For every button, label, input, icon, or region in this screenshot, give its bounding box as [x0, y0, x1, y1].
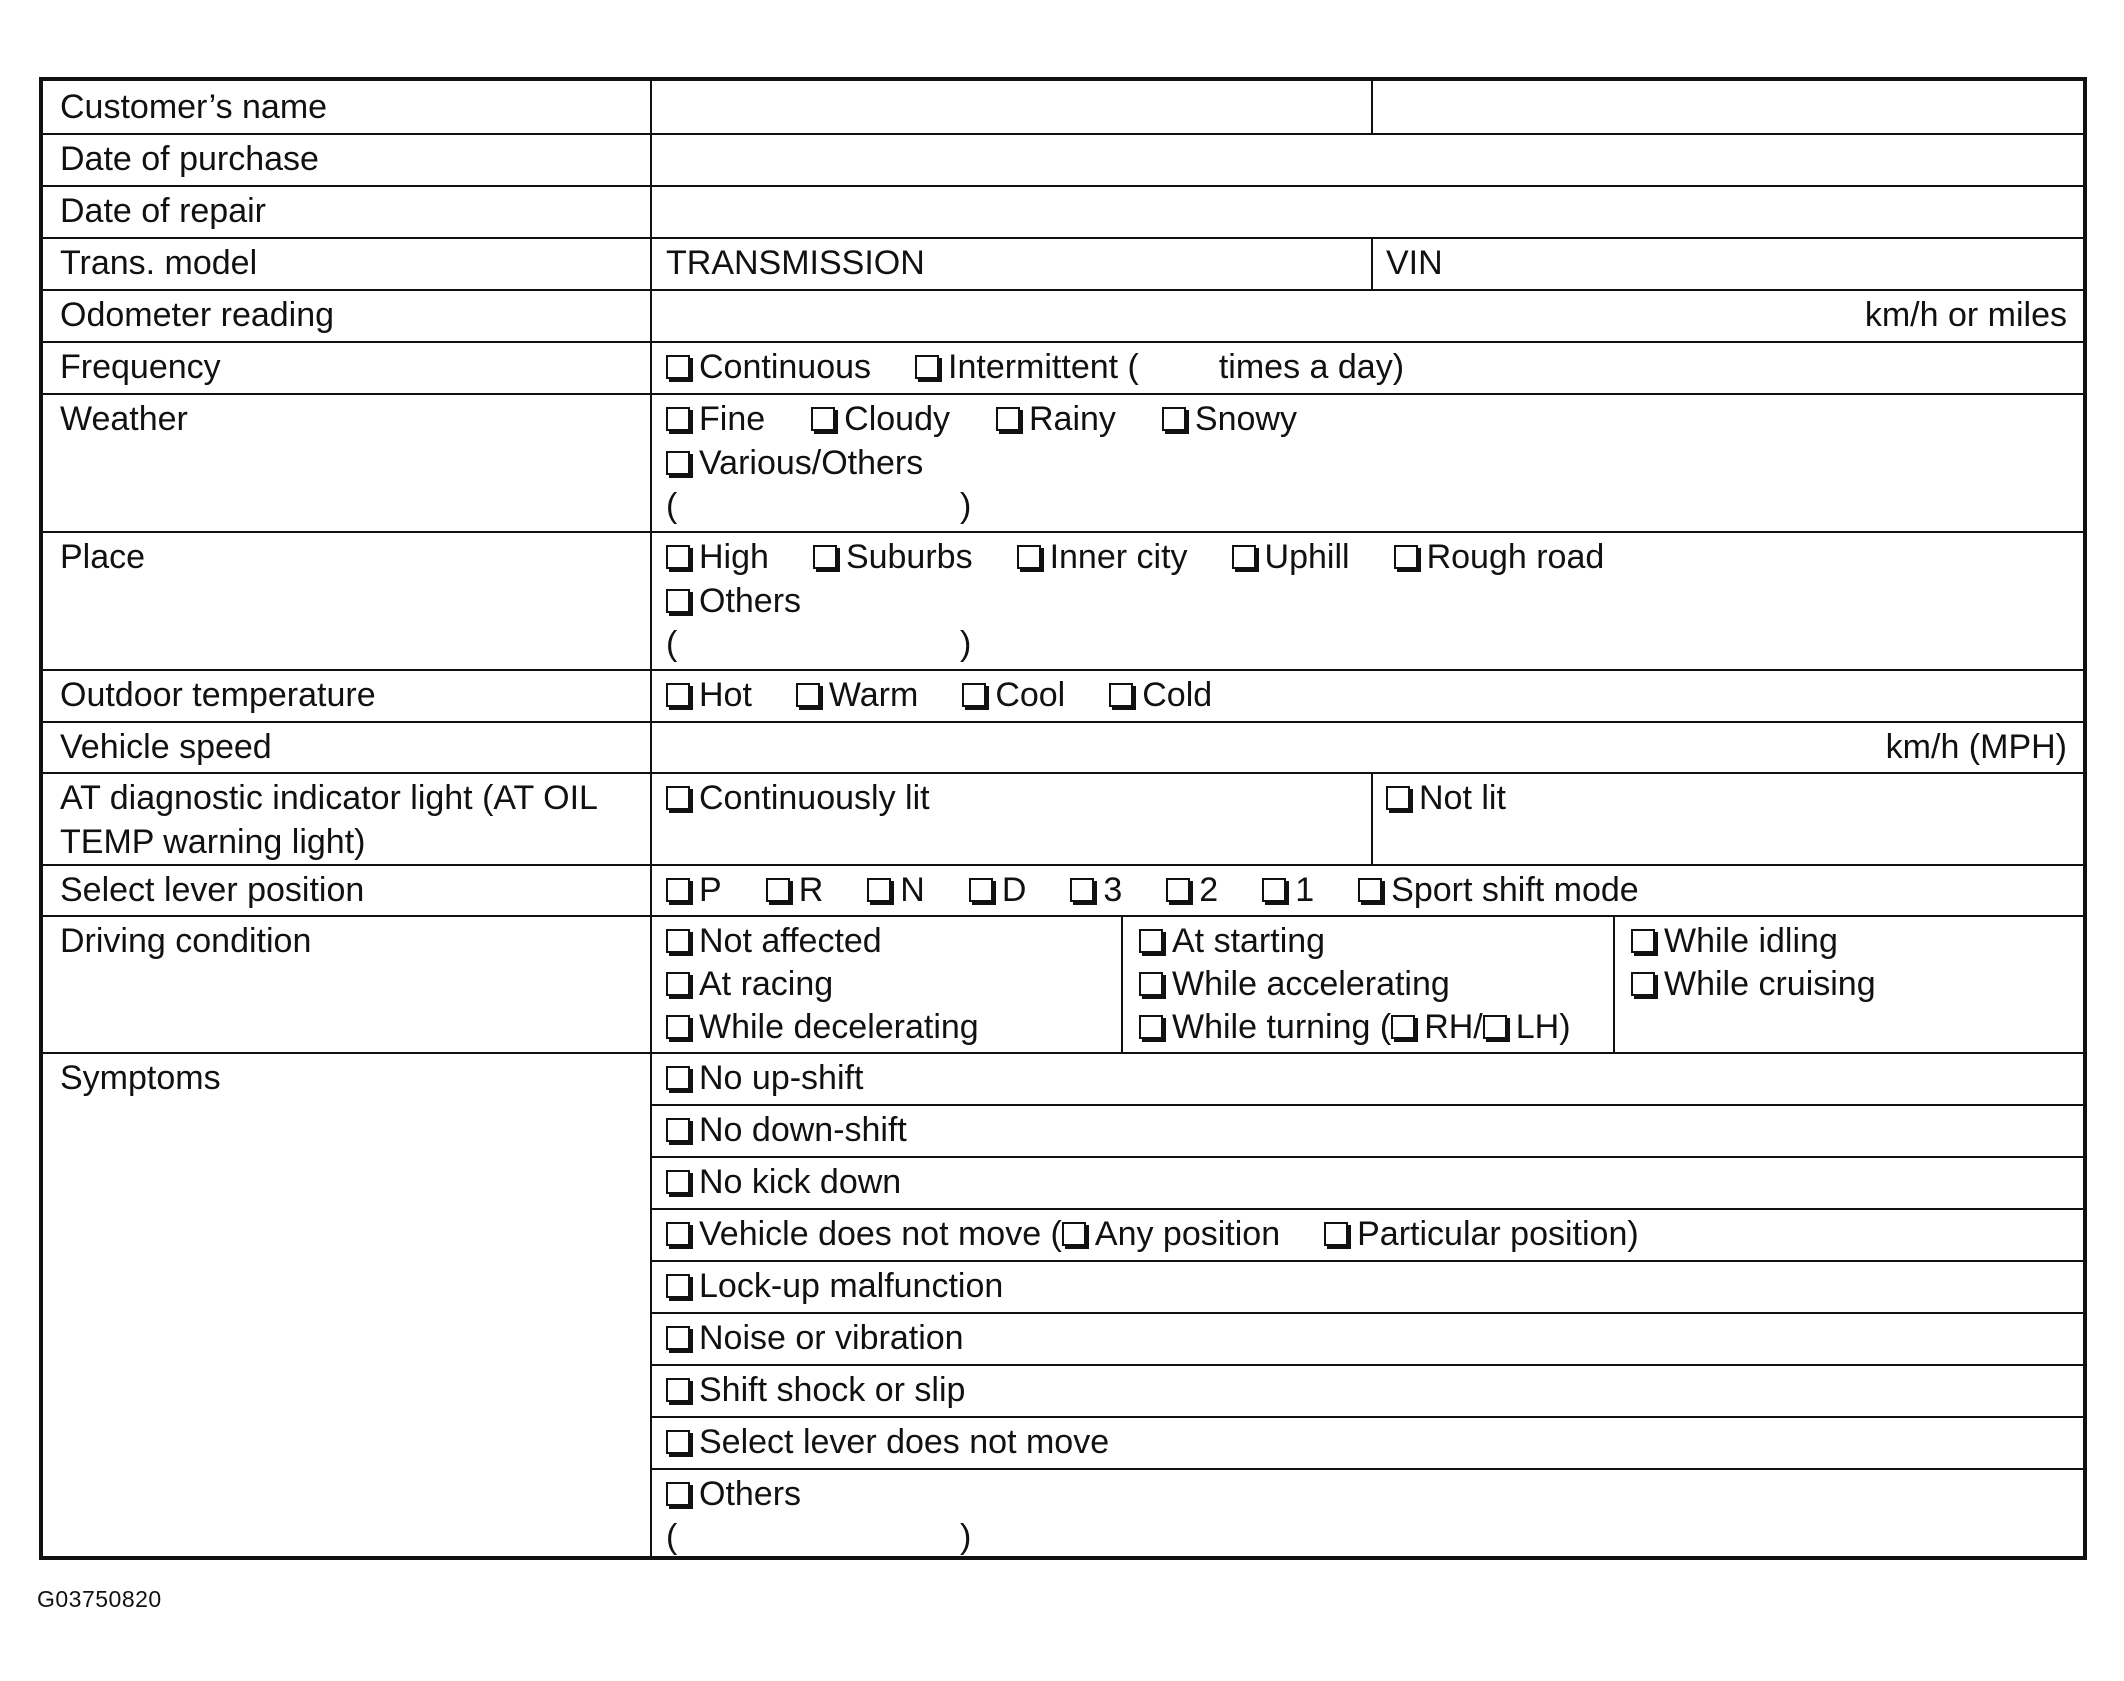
at-continuously-lit-option[interactable]: Continuously lit	[666, 776, 930, 820]
checkbox-icon[interactable]	[666, 1430, 690, 1454]
lever-3-option[interactable]: 3	[1070, 868, 1122, 912]
odometer-label: Odometer reading	[60, 296, 335, 334]
place-label: Place	[60, 538, 146, 576]
symptom-divider	[650, 1468, 2083, 1470]
driving-condition-label: Driving condition	[60, 922, 312, 960]
checkbox-icon[interactable]	[666, 878, 690, 902]
symptom-divider	[650, 1416, 2083, 1418]
drive-idling-option[interactable]: While idling	[1631, 919, 1838, 963]
select-lever-options	[666, 868, 1639, 912]
checkbox-icon[interactable]	[666, 1170, 690, 1194]
symptom-does-not-move-line	[666, 1212, 1639, 1256]
symptom-divider	[650, 1104, 2083, 1106]
drive-at-starting-option[interactable]: At starting	[1139, 919, 1325, 963]
checkbox-icon[interactable]	[796, 683, 820, 707]
symptom-others-option[interactable]: Others	[666, 1472, 801, 1516]
checkbox-icon[interactable]	[969, 878, 993, 902]
symptom-shift-shock-option[interactable]: Shift shock or slip	[666, 1368, 965, 1412]
row-divider	[43, 864, 2083, 866]
symptom-lock-up-option[interactable]: Lock-up malfunction	[666, 1264, 1003, 1308]
at-indicator-label: AT diagnostic indicator light (AT OIL TEMP warning light)	[60, 779, 597, 861]
checkbox-icon[interactable]	[1062, 1222, 1086, 1246]
checkbox-icon[interactable]	[1166, 878, 1190, 902]
diagnostic-worksheet-table	[39, 77, 2087, 1560]
checkbox-icon[interactable]	[666, 1222, 690, 1246]
label-column-divider	[650, 81, 652, 1558]
checkbox-icon[interactable]	[666, 683, 690, 707]
at-not-lit-option[interactable]: Not lit	[1386, 776, 1506, 820]
drive-turning-lh-option[interactable]: LH)	[1483, 1005, 1571, 1049]
row-divider	[43, 1052, 2083, 1054]
checkbox-icon[interactable]	[1386, 786, 1410, 810]
checkbox-icon[interactable]	[666, 1274, 690, 1298]
row-divider	[43, 393, 2083, 395]
checkbox-icon[interactable]	[666, 1118, 690, 1142]
checkbox-icon[interactable]	[1262, 878, 1286, 902]
drive-cruising-option[interactable]: While cruising	[1631, 962, 1876, 1006]
row-divider	[43, 531, 2083, 533]
checkbox-icon[interactable]	[666, 1378, 690, 1402]
symptom-divider	[650, 1156, 2083, 1158]
symptom-no-up-shift-option[interactable]: No up-shift	[666, 1056, 863, 1100]
checkbox-icon[interactable]	[1394, 545, 1418, 569]
lever-d-option[interactable]: D	[969, 868, 1027, 912]
drive-accelerating-option[interactable]: While accelerating	[1139, 962, 1450, 1006]
row-divider	[43, 915, 2083, 917]
row-divider	[43, 341, 2083, 343]
transmission-text: TRANSMISSION	[666, 244, 925, 282]
checkbox-icon[interactable]	[915, 355, 939, 379]
weather-options-line-1	[666, 397, 1297, 441]
row-divider	[43, 721, 2083, 723]
row-divider	[43, 669, 2083, 671]
drive-turning-checkbox[interactable]: While turning (	[1139, 1005, 1391, 1049]
row-divider	[43, 772, 2083, 774]
lever-1-option[interactable]: 1	[1262, 868, 1314, 912]
checkbox-icon[interactable]	[666, 545, 690, 569]
place-paren-close: )	[960, 625, 972, 663]
times-a-day-text: times a day)	[1218, 348, 1405, 386]
odometer-unit: km/h or miles	[1864, 296, 2067, 334]
indicator-cell-divider	[1371, 772, 1373, 864]
symptom-paren-open: (	[666, 1518, 678, 1556]
temp-cold-option[interactable]: Cold	[1109, 673, 1212, 717]
place-rough-road-option[interactable]: Rough road	[1394, 535, 1605, 579]
frequency-options	[666, 345, 1404, 389]
vin-text: VIN	[1386, 244, 1443, 282]
place-options-line-2	[666, 579, 801, 623]
drive-decelerating-option[interactable]: While decelerating	[666, 1005, 979, 1049]
checkbox-icon[interactable]	[996, 407, 1020, 431]
checkbox-icon[interactable]	[1139, 929, 1163, 953]
checkbox-icon[interactable]	[666, 972, 690, 996]
checkbox-icon[interactable]	[666, 1015, 690, 1039]
drive-not-affected-option[interactable]: Not affected	[666, 919, 882, 963]
temp-hot-option[interactable]: Hot	[666, 673, 752, 717]
checkbox-icon[interactable]	[811, 407, 835, 431]
frequency-intermittent-option[interactable]: Intermittent (	[915, 345, 1139, 389]
symptom-no-kick-down-option[interactable]: No kick down	[666, 1160, 901, 1204]
drive-turning-option	[1139, 1005, 1571, 1049]
row-divider	[43, 237, 2083, 239]
weather-label: Weather	[60, 400, 188, 438]
frequency-label: Frequency	[60, 348, 221, 386]
place-inner-city-option[interactable]: Inner city	[1017, 535, 1188, 579]
driving-col-divider-2	[1613, 915, 1615, 1052]
date-of-purchase-label: Date of purchase	[60, 140, 319, 178]
symptom-divider	[650, 1364, 2083, 1366]
checkbox-icon[interactable]	[1070, 878, 1094, 902]
weather-rainy-option[interactable]: Rainy	[996, 397, 1116, 441]
checkbox-icon[interactable]	[1162, 407, 1186, 431]
checkbox-icon[interactable]	[666, 1326, 690, 1350]
customer-name-field-2[interactable]	[1373, 81, 2083, 133]
weather-snowy-option[interactable]: Snowy	[1162, 397, 1297, 441]
place-others-option[interactable]: Others	[666, 579, 801, 623]
checkbox-icon[interactable]	[666, 407, 690, 431]
checkbox-icon[interactable]	[1483, 1015, 1507, 1039]
symptom-divider	[650, 1208, 2083, 1210]
lever-p-option[interactable]: P	[666, 868, 722, 912]
checkbox-icon[interactable]	[1139, 1015, 1163, 1039]
date-of-repair-label: Date of repair	[60, 192, 266, 230]
symptom-paren-close: )	[960, 1518, 972, 1556]
weather-paren-open: (	[666, 487, 678, 525]
outdoor-temperature-label: Outdoor temperature	[60, 676, 376, 714]
place-high-option[interactable]: High	[666, 535, 769, 579]
date-of-repair-field[interactable]	[652, 185, 2083, 237]
checkbox-icon[interactable]	[1109, 683, 1133, 707]
place-uphill-option[interactable]: Uphill	[1232, 535, 1350, 579]
checkbox-icon[interactable]	[666, 1482, 690, 1506]
checkbox-icon[interactable]	[666, 355, 690, 379]
checkbox-icon[interactable]	[1139, 972, 1163, 996]
lever-n-option[interactable]: N	[867, 868, 925, 912]
symptom-lever-stuck-option[interactable]: Select lever does not move	[666, 1420, 1109, 1464]
symptom-divider	[650, 1312, 2083, 1314]
lever-2-option[interactable]: 2	[1166, 868, 1218, 912]
checkbox-icon[interactable]	[1631, 929, 1655, 953]
place-suburbs-option[interactable]: Suburbs	[813, 535, 973, 579]
symptom-particular-position-option[interactable]: Particular position)	[1324, 1212, 1639, 1256]
weather-fine-option[interactable]: Fine	[666, 397, 765, 441]
checkbox-icon[interactable]	[867, 878, 891, 902]
checkbox-icon[interactable]	[1017, 545, 1041, 569]
place-options-line-1	[666, 535, 1604, 579]
checkbox-icon[interactable]	[813, 545, 837, 569]
checkbox-icon[interactable]	[1358, 878, 1382, 902]
symptoms-label: Symptoms	[60, 1059, 221, 1097]
customer-name-label: Customer’s name	[60, 88, 328, 126]
weather-various-option[interactable]: Various/Others	[666, 441, 923, 485]
checkbox-icon[interactable]	[666, 451, 690, 475]
lever-sport-shift-option[interactable]: Sport shift mode	[1358, 868, 1639, 912]
drive-turning-rh-option[interactable]: RH/	[1391, 1005, 1483, 1049]
vehicle-speed-label: Vehicle speed	[60, 728, 272, 766]
weather-options-line-2	[666, 441, 923, 485]
date-of-purchase-field[interactable]	[652, 133, 2083, 185]
checkbox-icon[interactable]	[666, 929, 690, 953]
lever-r-option[interactable]: R	[766, 868, 824, 912]
checkbox-icon[interactable]	[962, 683, 986, 707]
symptom-no-down-shift-option[interactable]: No down-shift	[666, 1108, 907, 1152]
checkbox-icon[interactable]	[666, 589, 690, 613]
row-divider	[43, 289, 2083, 291]
checkbox-icon[interactable]	[766, 878, 790, 902]
symptom-any-position-option[interactable]: Any position	[1062, 1212, 1280, 1256]
checkbox-icon[interactable]	[1324, 1222, 1348, 1246]
symptom-noise-option[interactable]: Noise or vibration	[666, 1316, 964, 1360]
checkbox-icon[interactable]	[1631, 972, 1655, 996]
temp-cool-option[interactable]: Cool	[962, 673, 1065, 717]
checkbox-icon[interactable]	[666, 786, 690, 810]
frequency-continuous-option[interactable]: Continuous	[666, 345, 871, 389]
trans-model-label: Trans. model	[60, 244, 258, 282]
weather-paren-close: )	[960, 487, 972, 525]
figure-code: G03750820	[37, 1586, 162, 1612]
checkbox-icon[interactable]	[1232, 545, 1256, 569]
place-paren-open: (	[666, 625, 678, 663]
checkbox-icon[interactable]	[666, 1066, 690, 1090]
vehicle-speed-unit: km/h (MPH)	[1885, 728, 2067, 766]
checkbox-icon[interactable]	[1391, 1015, 1415, 1039]
customer-name-field-1[interactable]	[652, 81, 1371, 133]
outdoor-temperature-options	[666, 673, 1212, 717]
symptom-divider	[650, 1260, 2083, 1262]
model-cell-divider	[1371, 237, 1373, 289]
symptom-does-not-move-option[interactable]: Vehicle does not move (	[666, 1212, 1062, 1256]
driving-col-divider-1	[1121, 915, 1123, 1052]
weather-cloudy-option[interactable]: Cloudy	[811, 397, 950, 441]
drive-at-racing-option[interactable]: At racing	[666, 962, 833, 1006]
temp-warm-option[interactable]: Warm	[796, 673, 918, 717]
select-lever-label: Select lever position	[60, 871, 365, 909]
